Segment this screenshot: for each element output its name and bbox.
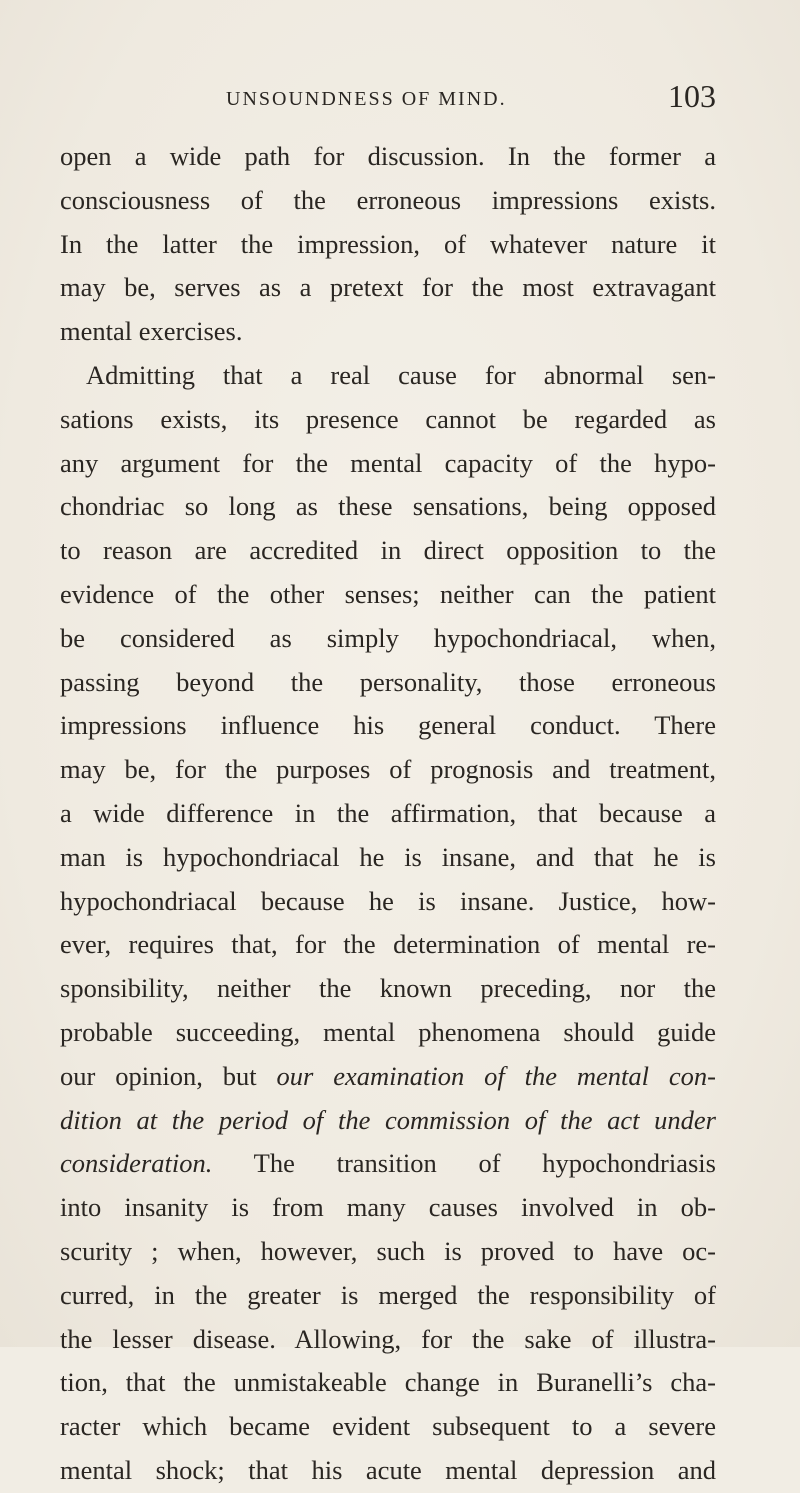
text-line: consciousness of the erroneous impressions exists. (60, 184, 716, 215)
text-line: to reason are accredited in direct opposition to the (60, 535, 716, 566)
text-line: racter which became evident subsequent to a severe (60, 1411, 716, 1442)
text-line: any argument for the mental capacity of the hypo- (60, 447, 716, 478)
text-line: ever, requires that, for the determination of mental re- (60, 929, 716, 960)
text-line: tion, that the unmistakeable change in Buranelli’s cha- (60, 1367, 716, 1398)
page-number: 103 (668, 78, 716, 114)
text-line: be considered as simply hypochondriacal, when, (60, 622, 716, 653)
text-segment: The transition of hypochondriasis (212, 1148, 716, 1179)
text-line: curred, in the greater is merged the responsibility of (60, 1279, 716, 1310)
text-line: scurity ; when, however, such is proved to have oc- (60, 1235, 716, 1266)
text-line: In the latter the impression, of whatever nature it (60, 228, 716, 259)
text-line: may be, for the purposes of prognosis and treatment, (60, 754, 716, 785)
text-line: may be, serves as a pretext for the most extravagant (60, 272, 716, 303)
body-text (60, 135, 716, 1493)
italic-text-line: dition at the period of the commission of the act under (60, 1104, 716, 1135)
text-line: impressions influence his general conduct. There (60, 710, 716, 741)
text-line: evidence of the other senses; neither can the patient (60, 578, 716, 609)
text-line (60, 1142, 716, 1186)
italic-text-segment: consideration. (60, 1148, 213, 1179)
italic-text-segment: our examination of the mental con- (276, 1060, 716, 1091)
text-line: sponsibility, neither the known preceding, nor the (60, 973, 716, 1004)
text-line: hypochondriacal because he is insane. Justice, how- (60, 885, 716, 916)
text-line: mental shock; that his acute mental depression and (60, 1454, 716, 1485)
text-segment: our opinion, but (60, 1060, 277, 1091)
text-line: open a wide path for discussion. In the former a (60, 141, 716, 171)
running-head (226, 78, 716, 118)
text-line: passing beyond the personality, those erroneous (60, 666, 716, 697)
text-line: into insanity is from many causes involved in ob- (60, 1192, 716, 1223)
text-line: chondriac so long as these sensations, being opposed (60, 491, 716, 522)
text-line: probable succeeding, mental phenomena should guide (60, 1016, 716, 1047)
text-line: Admitting that a real cause for abnormal sen- (86, 359, 716, 390)
running-title: UNSOUNDNESS OF MIND. (226, 88, 507, 110)
text-line: mental exercises. (60, 316, 243, 347)
text-line (60, 1055, 716, 1099)
text-line: man is hypochondriacal he is insane, and that he is (60, 841, 716, 872)
text-line: the lesser disease. Allowing, for the sake of illustra- (60, 1323, 716, 1354)
text-line: sations exists, its presence cannot be regarded as (60, 403, 716, 434)
text-line: a wide difference in the affirmation, that because a (60, 797, 716, 828)
